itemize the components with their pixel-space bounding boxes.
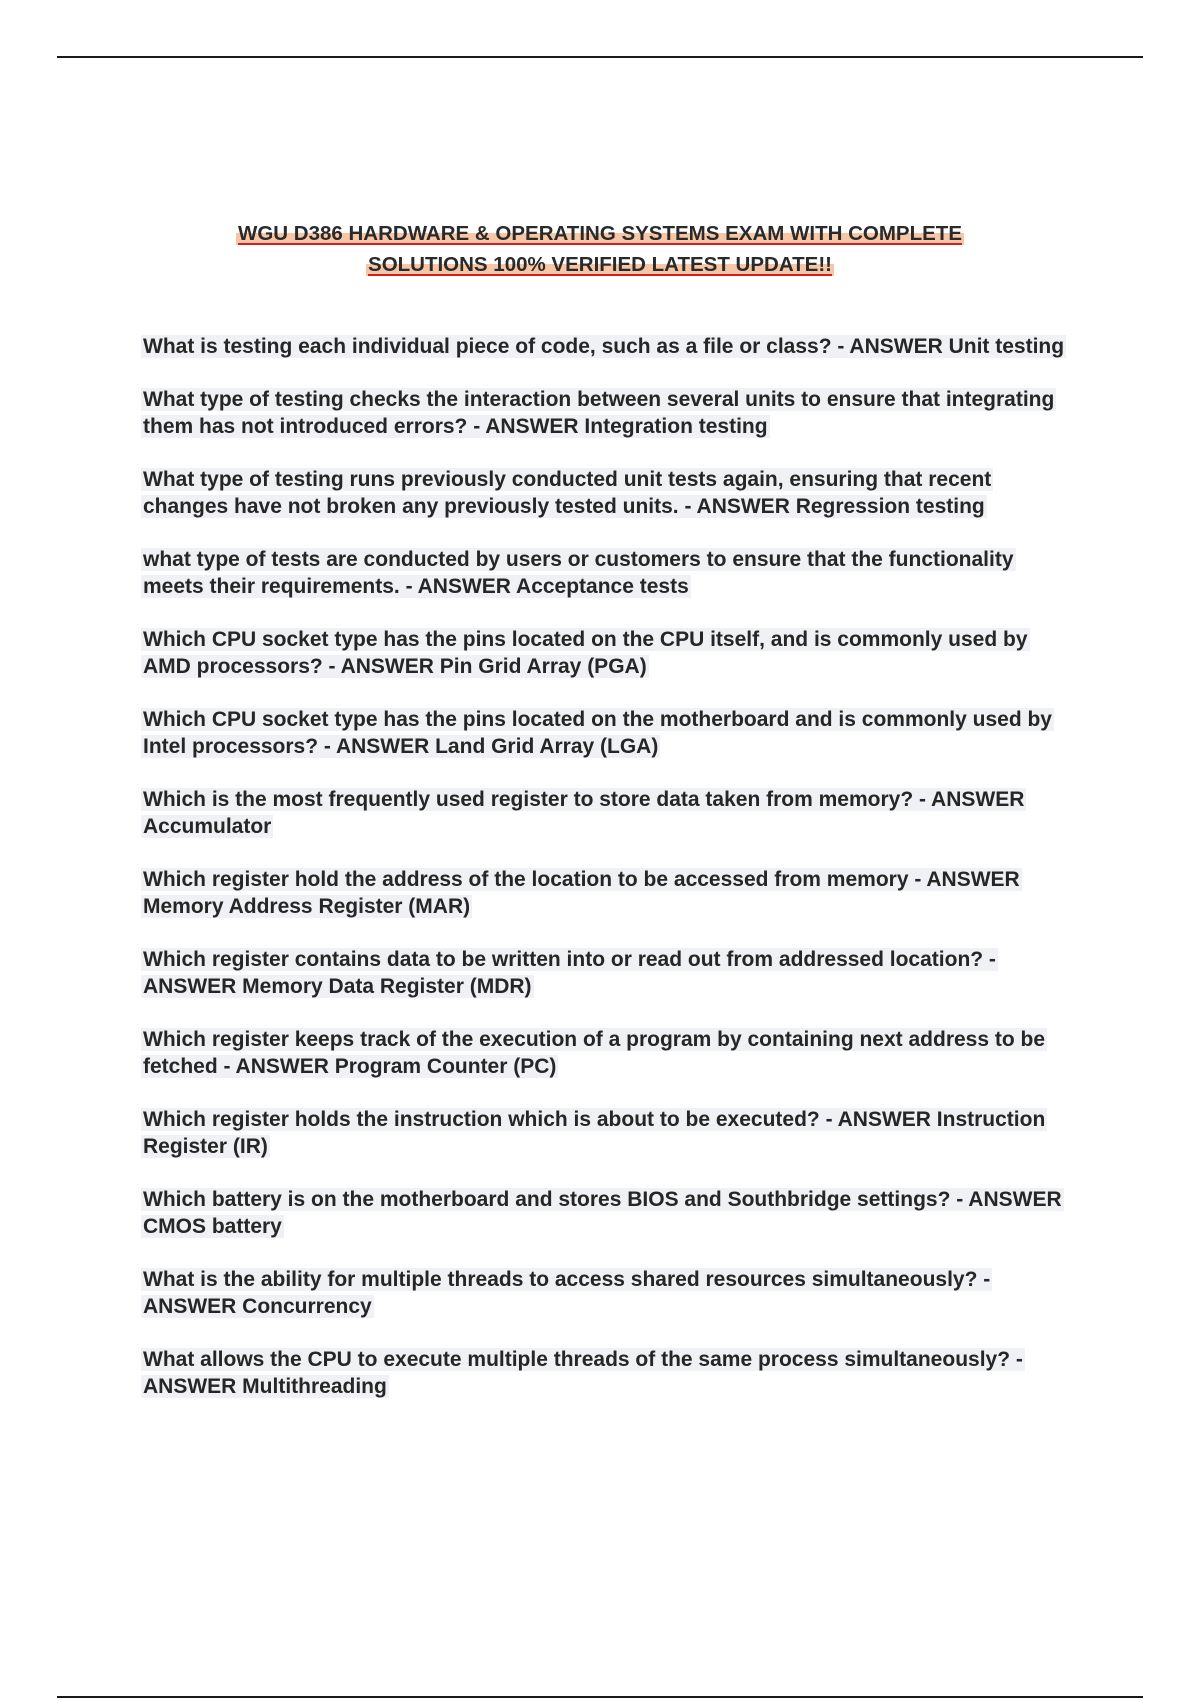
qa-item [141,386,1071,440]
top-rule [57,56,1143,58]
qa-list [141,333,1071,1426]
qa-item [141,626,1071,680]
qa-item [141,1026,1071,1080]
qa-text: What is the ability for multiple threads to access shared resources simultaneously? - ANSWER Concurrency [143,1268,991,1318]
qa-text: What type of testing runs previously conducted unit tests again, ensuring that recent changes have not broken any previously tested units. - ANSWER Regression testing [143,468,992,518]
qa-item [141,546,1071,600]
qa-text: Which register contains data to be written into or read out from addressed location? - ANSWER Memory Data Register (MDR) [143,948,996,998]
qa-item [141,1346,1071,1400]
bottom-rule [57,1696,1143,1698]
qa-text: What is testing each individual piece of code, such as a file or class? - ANSWER Unit testing [143,335,1065,358]
qa-item [141,466,1071,520]
qa-text: What type of testing checks the interaction between several units to ensure that integrating them has not introduced errors? - ANSWER Integration testing [143,388,1055,438]
qa-item [141,1186,1071,1240]
qa-item [141,1106,1071,1160]
qa-text: what type of tests are conducted by users or customers to ensure that the functionality meets their requirements. - ANSWER Acceptance tests [143,548,1014,598]
qa-text: Which register hold the address of the location to be accessed from memory - ANSWER Memory Address Register (MAR) [143,868,1020,918]
qa-text: Which CPU socket type has the pins located on the CPU itself, and is commonly used by AMD processors? - ANSWER Pin Grid Array (PGA) [143,628,1028,678]
qa-item [141,946,1071,1000]
qa-text: Which register holds the instruction which is about to be executed? - ANSWER Instruction Register (IR) [143,1108,1046,1158]
qa-item [141,706,1071,760]
qa-text: Which register keeps track of the execution of a program by containing next address to be fetched - ANSWER Program Counter (PC) [143,1028,1046,1078]
qa-text: Which CPU socket type has the pins located on the motherboard and is commonly used by Intel processors? - ANSWER Land Grid Array (LGA) [143,708,1052,758]
document-title [130,218,1070,280]
qa-text: What allows the CPU to execute multiple threads of the same process simultaneously? - ANSWER Multithreading [143,1348,1023,1398]
qa-item [141,866,1071,920]
qa-item [141,1266,1071,1320]
title-line-2: SOLUTIONS 100% VERIFIED LATEST UPDATE!! [368,253,832,276]
qa-item [141,333,1071,360]
title-line-1: WGU D386 HARDWARE & OPERATING SYSTEMS EXAM WITH COMPLETE [238,222,962,245]
qa-text: Which battery is on the motherboard and stores BIOS and Southbridge settings? - ANSWER CMOS battery [143,1188,1062,1238]
qa-item [141,786,1071,840]
qa-text: Which is the most frequently used register to store data taken from memory? - ANSWER Accumulator [143,788,1025,838]
